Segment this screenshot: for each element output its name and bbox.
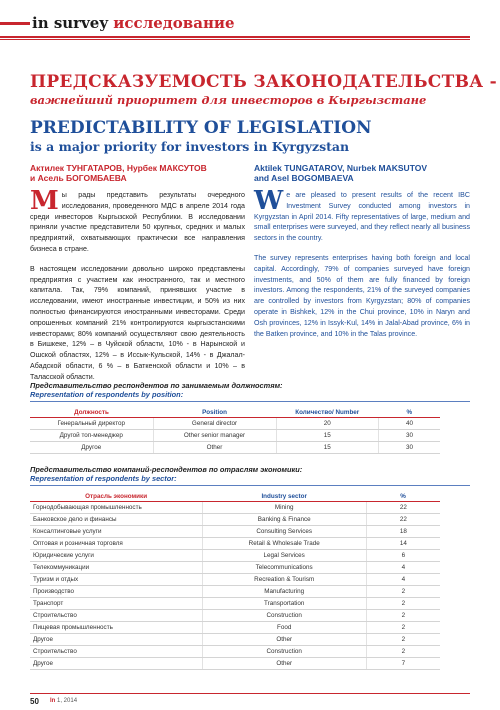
cell-sector-en: Other [202,658,366,670]
cell-sector-en: Construction [202,646,366,658]
authors-en-line1: Aktilek TUNGATAROV, Nurbek MAKSUTOV [254,163,428,173]
authors-ru [30,163,207,183]
cell-number: 20 [276,418,379,430]
authors-ru-line2: и Асель БОГОМБАЕВА [30,173,127,183]
cell-sector-ru: Горнодобывающая промышленность [30,502,202,514]
cell-sector-percent: 2 [366,634,440,646]
cell-position-en: Other senior manager [153,430,276,442]
table-row [30,538,440,550]
cell-sector-ru: Строительство [30,610,202,622]
article-subtitle-en: is a major priority for investors in Kyrgyzstan [30,139,350,154]
authors-en [254,163,427,183]
cell-sector-ru: Другое [30,658,202,670]
authors-en-line2: and Asel BOGOMBAEVA [254,173,354,183]
section-title-en: in survey [32,14,109,32]
table-row [30,610,440,622]
table-row [30,658,440,670]
cell-sector-ru: Оптовая и розничная торговля [30,538,202,550]
cell-position-en: Other [153,442,276,454]
page-header [0,14,500,40]
footer-rule [30,693,470,694]
footer-issue [50,698,77,704]
cell-sector-percent: 2 [366,598,440,610]
cell-sector-en: Banking & Finance [202,514,366,526]
table-row [30,514,440,526]
table-row [30,442,440,454]
cell-sector-en: Telecommunications [202,562,366,574]
cell-sector-en: Legal Services [202,550,366,562]
cell-sector-ru: Банковское дело и финансы [30,514,202,526]
cell-sector-en: Food [202,622,366,634]
cell-percent: 40 [379,418,441,430]
header-sector-en: Industry sector [202,491,366,502]
header-position-ru: Должность [30,407,153,418]
cell-sector-ru: Другое [30,634,202,646]
cell-sector-en: Recreation & Tourism [202,574,366,586]
header-position-en: Position [153,407,276,418]
cell-percent: 30 [379,430,441,442]
table-row [30,646,440,658]
cell-sector-percent: 18 [366,526,440,538]
cell-position-ru: Другой топ-менеджер [30,430,153,442]
table-row [30,418,440,430]
table1-caption-rule [30,401,470,402]
cell-sector-ru: Транспорт [30,598,202,610]
table1-caption-ru: Представительство респондентов по занимаемым должностям: [30,381,283,390]
position-table-header [30,407,440,418]
position-table [30,407,440,454]
table-row [30,550,440,562]
cell-sector-percent: 2 [366,646,440,658]
header-accent-bar [0,22,30,25]
cell-sector-en: Transportation [202,598,366,610]
authors-ru-line1: Актилек ТУНГАТАРОВ, Нурбек МАКСУТОВ [30,163,207,173]
table2-caption-rule [30,485,470,486]
cell-sector-en: Manufacturing [202,586,366,598]
table1-caption [30,381,283,399]
cell-sector-ru: Юридические услуги [30,550,202,562]
cell-sector-ru: Туризм и отдых [30,574,202,586]
header-rule-thin [0,39,470,40]
sector-table [30,491,440,670]
cell-number: 15 [276,430,379,442]
table-row [30,526,440,538]
section-title-ru: исследование [113,14,235,32]
body-ru-paragraph-2: В настоящем исследовании довольно широко представлены предприятия с участием как иностранного, так и местного капитала. Так, 79% компаний, принявших участие в исследовании, имеют иностранные инвестиции, и 50% из них полностью финансируются иностранными инвесторами. Среди опрошенных компаний 21% контролируются кыргызстанскими инвесторами; 80% компаний осуществляют свою деятельность в Бишкеке, 12% – в Чуйской области, 10% - в Нарынской и Ошской областях, 12% – в Иссык-Кульской, 14% - в Джалал-Абадской области, 6 % – в Баткенской области и 10% – в Таласской области. [30,264,245,381]
cell-sector-percent: 2 [366,622,440,634]
sector-table-header [30,491,440,502]
header-number: Количество/ Number [276,407,379,418]
dropcap-en: W [254,186,284,216]
cell-position-ru: Генеральный директор [30,418,153,430]
cell-number: 15 [276,442,379,454]
cell-sector-en: Construction [202,610,366,622]
table-row [30,502,440,514]
article-title-ru: ПРЕДСКАЗУЕМОСТЬ ЗАКОНОДАТЕЛЬСТВА - [30,72,497,92]
cell-percent: 30 [379,442,441,454]
table2-caption-en: Representation of respondents by sector: [30,474,177,483]
cell-sector-percent: 4 [366,562,440,574]
cell-sector-en: Consulting Services [202,526,366,538]
table-row [30,622,440,634]
body-en-p1-text: e are pleased to present results of the recent IBC Investment Survey conducted among investors in Kyrgyzstan in April 2014. Fifty representatives of large, medium and small enterprises were surveyed, and they reflect nearly all business sectors in the country. [254,191,470,243]
cell-sector-ru: Производство [30,586,202,598]
header-percent: % [379,407,441,418]
section-title [32,14,235,32]
cell-sector-percent: 2 [366,610,440,622]
cell-sector-percent: 14 [366,538,440,550]
cell-sector-ru: Пищевая промышленность [30,622,202,634]
body-ru-paragraph-1 [30,186,245,255]
table2-caption-ru: Представительство компаний-респондентов по отраслям экономики: [30,465,303,474]
cell-sector-percent: 2 [366,586,440,598]
cell-sector-ru: Консалтинговые услуги [30,526,202,538]
cell-sector-percent: 6 [366,550,440,562]
table-row [30,574,440,586]
issue-logo-mark: In [50,698,56,704]
issue-number: 1, 2014 [57,698,78,704]
article-title-en: PREDICTABILITY OF LEGISLATION [30,118,372,138]
cell-sector-ru: Строительство [30,646,202,658]
table1-caption-en: Representation of respondents by position: [30,390,184,399]
table-row [30,634,440,646]
table-row [30,598,440,610]
body-en-paragraph-1 [254,186,470,244]
article-subtitle-ru: важнейший приоритет для инвесторов в Кыргызстане [30,93,427,107]
cell-sector-en: Mining [202,502,366,514]
dropcap-ru: М [30,186,59,216]
cell-sector-ru: Телекоммуникации [30,562,202,574]
table-row [30,586,440,598]
cell-position-ru: Другое [30,442,153,454]
cell-sector-en: Other [202,634,366,646]
cell-position-en: General director [153,418,276,430]
cell-sector-percent: 22 [366,514,440,526]
table-row [30,430,440,442]
table-row [30,562,440,574]
cell-sector-en: Retail & Wholesale Trade [202,538,366,550]
body-column-en [254,186,470,348]
header-rule [0,36,470,38]
body-column-ru [30,186,245,392]
cell-sector-percent: 7 [366,658,440,670]
header-sector-ru: Отрасль экономики [30,491,202,502]
page-number: 50 [30,697,39,706]
table2-caption [30,465,302,483]
body-en-paragraph-2: The survey represents enterprises having both foreign and local capital. Accordingly, 79% of companies surveyed have foreign investments, and 50% of them are fully financed by foreign investors. Among the respondents, 21% of the surveyed companies are controlled by investors from Kyrgyzstan; 80% of companies operate in Bishkek, 12% in the Chui province, 10% in Naryn and Osh provinces, 12% in Issyk-Kul, 14% in Jalal-Abad province, 6% in the Batken province, and 10% in the Talas province. [254,253,470,338]
body-ru-p1-text: ы рады представить результаты очередного исследования, проведенного МДС в апреле 2014 года среди инвесторов Кыргызской Республики. В исследовании приняли участие представители 50 крупных, средних и малых предприятий, охватывающих практически все направления бизнеса в стране. [30,191,245,253]
cell-sector-percent: 22 [366,502,440,514]
header-sector-percent: % [366,491,440,502]
cell-sector-percent: 4 [366,574,440,586]
